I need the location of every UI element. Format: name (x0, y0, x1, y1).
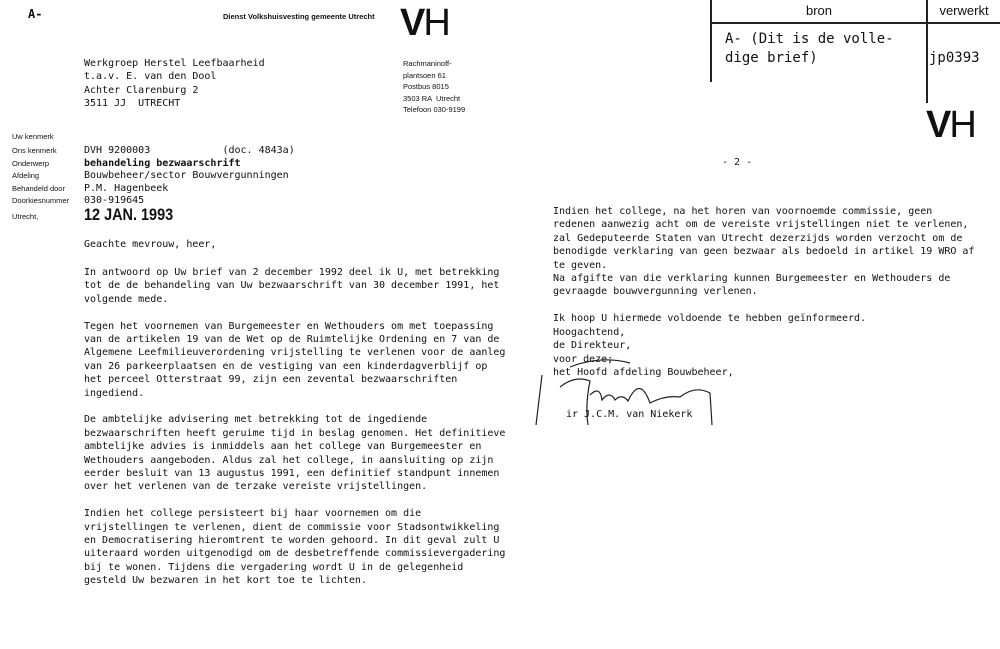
letterhead-organisation: Dienst Volkshuisvesting gemeente Utrecht (223, 12, 375, 21)
text-line: ingediend. (84, 387, 145, 399)
reference-row (12, 169, 295, 181)
text-line: gevraagde bouwvergunning verlenen. (553, 286, 758, 298)
text-line: plantsoen 61 (403, 70, 446, 80)
text-line: eerder besluit van 13 augustus 1991, een definitief standpunt innemen (84, 468, 500, 480)
text-line: Hoogachtend, (553, 327, 626, 338)
page-number: - 2 - (722, 157, 753, 168)
text-line: te geven. (553, 259, 608, 271)
paragraph (553, 312, 974, 325)
salutation: Geachte mevrouw, heer, (84, 239, 217, 250)
text-line: Postbus 8015 (403, 82, 449, 91)
table-cell-source: A- (Dit is de volle- dige brief) (725, 31, 894, 66)
text-line: bezwaarschriften heeft geruime tijd in beslag genomen. Het definitieve (84, 427, 506, 439)
text-line: het Hoofd afdeling Bouwbeheer, (553, 367, 734, 379)
reference-value: Bouwbeheer/sector Bouwvergunningen (84, 170, 289, 182)
date-label: Utrecht, (12, 212, 39, 221)
table-header-bron: bron (805, 3, 833, 18)
text-line: van de artikelen 19 van de Wet op de Ruimtelijke Ordening en 7 van de (84, 334, 500, 346)
reference-value: DVH 9200003 (doc. 4843a) (84, 145, 295, 157)
reference-row (12, 132, 295, 144)
paragraph (84, 507, 505, 587)
text-line: van 26 parkeerplaatsen en de vestiging van een kinderdagverblijf op (84, 360, 488, 372)
table-header-verwerkt: verwerkt (939, 3, 989, 18)
reference-label: Onderwerp (12, 158, 50, 168)
text-line: De ambtelijke advisering met betrekking tot de ingediende (84, 414, 428, 426)
reference-value: 030-919645 (84, 194, 145, 206)
text-line: zal Gedeputeerde Staten van Utrecht dezerzijds worden verzocht om de (553, 232, 963, 244)
text-line: Achter Clarenburg 2 (84, 84, 199, 96)
reference-row (12, 144, 295, 156)
recipient-address (84, 57, 265, 111)
text-line: ambtelijke advies is inmiddels aan het college van Burgemeester en (84, 441, 482, 453)
date-stamp: 12 JAN. 1993 (84, 205, 174, 224)
text-line: volgende mede. (84, 293, 169, 305)
text-line: Rachmaninoff- (403, 59, 452, 68)
text-line: tot de de behandeling van Uw bezwaarschrift van 30 december 1991, het (84, 280, 500, 292)
text-line: Tegen het voornemen van Burgemeester en Wethouders om met toepassing (84, 320, 494, 332)
text-line: benodigde verklaring van geen bezwaar als bedoeld in artikel 19 WRO af (553, 246, 975, 258)
text-line: voor deze; (553, 353, 614, 365)
paragraph (84, 320, 505, 400)
reference-fields (12, 132, 295, 206)
reference-label: Doorkiesnummer (12, 195, 70, 205)
reference-label: Uw kenmerk (12, 132, 54, 141)
paragraph (553, 205, 974, 299)
reference-value: behandeling bezwaarschrift (84, 157, 241, 169)
text-line: Telefoon 030-9199 (403, 105, 466, 114)
vh-logo: VH (400, 2, 449, 44)
text-line: uiteraard worden uitgenodigd om de desbetreffende commissievergadering (84, 548, 506, 560)
reference-value: P.M. Hagenbeek (84, 182, 169, 194)
paragraph (84, 266, 505, 306)
vh-logo-page2: VH (926, 104, 975, 146)
paragraph (84, 413, 505, 493)
text-line: 3511 JJ UTRECHT (84, 98, 181, 110)
corner-mark: A- (28, 7, 43, 21)
text-line: de Direkteur, (553, 340, 632, 352)
reference-label: Afdeling (12, 171, 40, 181)
text-line: In antwoord op Uw brief van 2 december 1992 deel ik U, met betrekking (84, 267, 500, 278)
text-line: Wethouders aangeboden. Aldus zal het college, in aansluiting op zijn (84, 454, 494, 466)
table-border (710, 22, 1000, 24)
signatory: ir J.C.M. van Niekerk (566, 409, 693, 420)
text-line: over het verlenen van de terzake vereiste vrijstellingen. (84, 481, 428, 493)
text-line: Na afgifte van die verklaring kunnen Burgemeester en Wethouders de (553, 273, 951, 285)
text-line: gesteld Uw bezwaren in het kort toe te lichten. (84, 575, 367, 587)
letter-body-page1 (84, 266, 505, 601)
reference-row (12, 157, 295, 169)
text-line: Algemene Leefmilieuverordening vrijstelling te verlenen voor de aanleg (84, 347, 506, 359)
reference-label: Behandeld door (12, 183, 65, 193)
letter-body-page2 (553, 205, 974, 339)
text-line: t.a.v. E. van den Dool (84, 71, 217, 83)
text-line: Indien het college, na het horen van voornoemde commissie, geen (553, 206, 933, 217)
text-line: redenen aanwezig acht om de vereiste vrijstellingen niet te verlenen, (553, 219, 969, 231)
table-cell-processed: jp0393 (929, 50, 980, 66)
reference-row (12, 182, 295, 194)
text-line: Werkgroep Herstel Leefbaarheid (84, 58, 265, 69)
text-line: Indien het college persisteert bij haar voornemen om die (84, 508, 422, 520)
reference-label: Ons kenmerk (12, 146, 57, 156)
text-line: het perceel Otterstraat 99, zijn een zevental bezwaarschriften (84, 374, 458, 386)
text-line: bij te wonen. Tijdens die vergadering wordt U in de gelegenheid (84, 561, 464, 573)
text-line: 3503 RA Utrecht (403, 93, 461, 103)
text-line: Ik hoop U hiermede voldoende te hebben geïnformeerd. (553, 313, 867, 325)
text-line: en Democratisering hieromtrent te worden gehoord. In dit geval zult U (84, 535, 500, 547)
text-line: vrijstellingen te verlenen, dient de commissie voor Stadsontwikkeling (84, 521, 500, 533)
letterhead-address (403, 58, 465, 116)
